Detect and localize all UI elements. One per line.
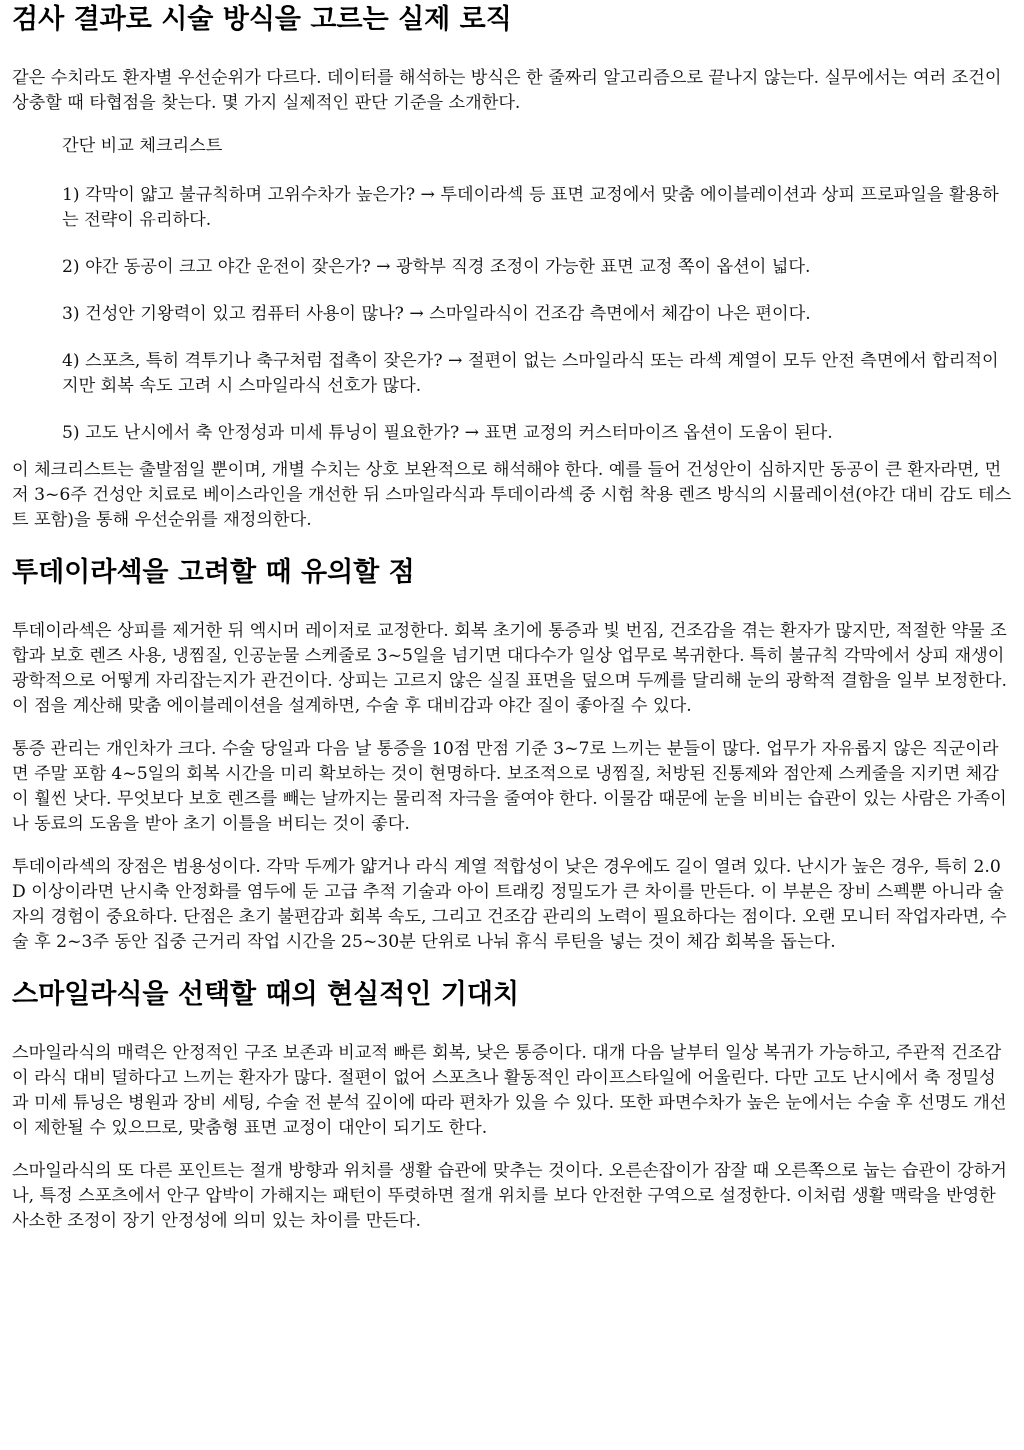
section-heading-procedure-logic: 검사 결과로 시술 방식을 고르는 실제 로직	[12, 4, 512, 35]
checklist-outro-paragraph: 이 체크리스트는 출발점일 뿐이며, 개별 수치는 상호 보완적으로 해석해야 한다. 예를 들어 건성안이 심하지만 동공이 큰 환자라면, 먼저 3~6주 건성안 치료로 베이스라인을 개선한 뒤 스마일라식과 투데이라섹 중 시험 착용 렌즈 방식의 시뮬레이션(야간 대비 감도 테스트 포함)을 통해 우선순위를 재정의한다.	[12, 460, 1012, 530]
body-paragraph: 스마일라식의 또 다른 포인트는 절개 방향과 위치를 생활 습관에 맞추는 것이다. 오른손잡이가 잠잘 때 오른쪽으로 눕는 습관이 강하거나, 특정 스포츠에서 안구 압박이 가해지는 패턴이 뚜렷하면 절개 위치를 보다 안전한 구역으로 설정한다. 이처럼 생활 맥락을 반영한 사소한 조정이 장기 안정성에 의미 있는 차이를 만든다.	[12, 1161, 1007, 1231]
checklist-item: 4) 스포츠, 특히 격투기나 축구처럼 접촉이 잦은가? → 절편이 없는 스마일라식 또는 라섹 계열이 모두 안전 측면에서 합리적이지만 회복 속도 고려 시 스마일라식 선호가 많다.	[62, 351, 999, 396]
body-paragraph: 투데이라섹의 장점은 범용성이다. 각막 두께가 얇거나 라식 계열 적합성이 낮은 경우에도 길이 열려 있다. 난시가 높은 경우, 특히 2.0 D 이상이라면 난시축 안정화를 염두에 둔 고급 추적 기술과 아이 트래킹 정밀도가 큰 차이를 만든다. 이 부분은 장비 스펙뿐 아니라 술자의 경험이 중요하다. 단점은 초기 불편감과 회복 속도, 그리고 건조감 관리의 노력이 필요하다는 점이다. 오랜 모니터 작업자라면, 수술 후 2~3주 동안 집중 근거리 작업 시간을 25~30분 단위로 나눠 휴식 루틴을 넣는 것이 체감 회복을 돕는다.	[12, 857, 1007, 952]
comparison-checklist	[62, 134, 1012, 446]
body-paragraph: 투데이라섹은 상피를 제거한 뒤 엑시머 레이저로 교정한다. 회복 초기에 통증과 빛 번짐, 건조감을 겪는 환자가 많지만, 적절한 약물 조합과 보호 렌즈 사용, 냉찜질, 인공눈물 스케줄로 3~5일을 넘기면 대다수가 일상 업무로 복귀한다. 특히 불규칙 각막에서 상피 재생이 광학적으로 어떻게 자리잡는지가 관건이다. 상피는 고르지 않은 실질 표면을 덮으며 두께를 달리해 눈의 광학적 결함을 일부 보정한다. 이 점을 계산해 맞춤 에이블레이션을 설계하면, 수술 후 대비감과 야간 질이 좋아질 수 있다.	[12, 621, 1007, 716]
body-paragraph: 스마일라식의 매력은 안정적인 구조 보존과 비교적 빠른 회복, 낮은 통증이다. 대개 다음 날부터 일상 복귀가 가능하고, 주관적 건조감이 라식 대비 덜하다고 느끼는 환자가 많다. 절편이 없어 스포츠나 활동적인 라이프스타일에 어울린다. 다만 고도 난시에서 축 정밀성과 미세 튜닝은 병원과 장비 세팅, 수술 전 분석 깊이에 따라 편차가 있을 수 있다. 또한 파면수차가 높은 눈에서는 수술 후 선명도 개선이 제한될 수 있으므로, 맞춤형 표면 교정이 대안이 되기도 한다.	[12, 1043, 1007, 1138]
checklist-item: 1) 각막이 얇고 불규칙하며 고위수차가 높은가? → 투데이라섹 등 표면 교정에서 맞춤 에이블레이션과 상피 프로파일을 활용하는 전략이 유리하다.	[62, 185, 999, 230]
section-heading-smilelasik: 스마일라식을 선택할 때의 현실적인 기대치	[12, 979, 520, 1010]
checklist-item: 5) 고도 난시에서 축 안정성과 미세 튜닝이 필요한가? → 표면 교정의 커스터마이즈 옵션이 도움이 된다.	[62, 423, 833, 443]
section-heading-todaylasek: 투데이라섹을 고려할 때 유의할 점	[12, 557, 415, 588]
body-paragraph: 통증 관리는 개인차가 크다. 수술 당일과 다음 날 통증을 10점 만점 기준 3~7로 느끼는 분들이 많다. 업무가 자유롭지 않은 직군이라면 주말 포함 4~5일의 회복 시간을 미리 확보하는 것이 현명하다. 보조적으로 냉찜질, 처방된 진통제와 점안제 스케줄을 지키면 체감이 훨씬 낫다. 무엇보다 보호 렌즈를 빼는 날까지는 물리적 자극을 줄여야 한다. 이물감 때문에 눈을 비비는 습관이 있는 사람은 가족이나 동료의 도움을 받아 초기 이틀을 버티는 것이 좋다.	[12, 739, 1007, 834]
checklist-item: 3) 건성안 기왕력이 있고 컴퓨터 사용이 많나? → 스마일라식이 건조감 측면에서 체감이 나은 편이다.	[62, 304, 811, 324]
checklist-item: 2) 야간 동공이 크고 야간 운전이 잦은가? → 광학부 직경 조정이 가능한 표면 교정 쪽이 옵션이 넓다.	[62, 257, 811, 277]
checklist-title: 간단 비교 체크리스트	[62, 136, 223, 156]
intro-paragraph: 같은 수치라도 환자별 우선순위가 다르다. 데이터를 해석하는 방식은 한 줄짜리 알고리즘으로 끝나지 않는다. 실무에서는 여러 조건이 상충할 때 타협점을 찾는다. 몇 가지 실제적인 판단 기준을 소개한다.	[12, 68, 1002, 113]
